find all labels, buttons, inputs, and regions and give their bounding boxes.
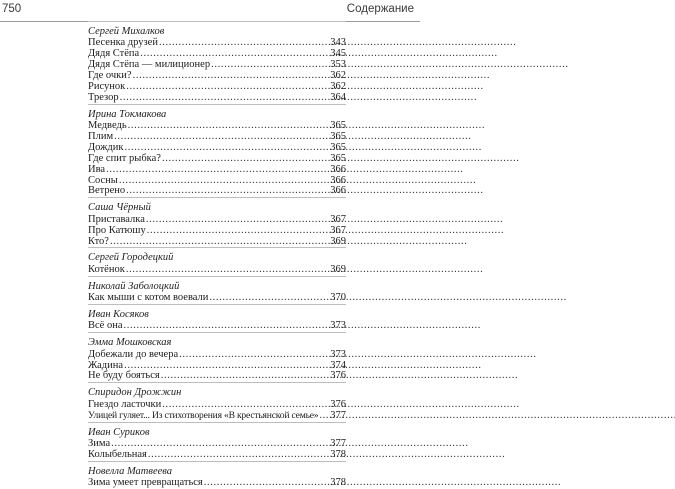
dot-leader	[319, 411, 329, 422]
dot-leader	[123, 321, 329, 332]
toc-entry	[88, 93, 346, 104]
entry-page-number: 367	[330, 224, 346, 236]
dot-leader	[120, 93, 330, 104]
toc-entry	[88, 237, 346, 248]
toc-entry	[88, 411, 346, 422]
entry-page-number: 376	[330, 398, 346, 410]
toc-entry	[88, 450, 346, 461]
entry-page-number: 369	[330, 235, 346, 247]
entry-title: Котёнок	[88, 263, 125, 275]
entry-page-number: 378	[330, 477, 346, 489]
entry-page-number: 373	[330, 348, 346, 360]
entry-title: Добежали до вечера	[88, 348, 179, 360]
toc-entry	[88, 265, 346, 276]
entry-title: Песенка друзей	[88, 37, 158, 49]
entry-title: Приставалка	[88, 213, 145, 225]
table-of-contents	[88, 21, 346, 489]
dot-leader	[126, 265, 329, 276]
toc-entry	[88, 293, 346, 304]
entry-page-number: 365	[330, 131, 346, 143]
toc-entry	[88, 215, 346, 226]
entry-title: Колыбельная	[88, 448, 147, 460]
entry-title: Жадина	[88, 359, 124, 371]
entry-page-number: 378	[330, 448, 346, 460]
entry-page-number: 364	[330, 91, 346, 103]
author-section	[88, 332, 346, 382]
author-name: Новелла Матвеева	[88, 465, 172, 477]
entry-page-number: 366	[330, 174, 346, 186]
author-section	[88, 276, 346, 304]
toc-entry	[88, 478, 346, 489]
author-section	[88, 21, 346, 104]
author-name: Сергей Городецкий	[88, 252, 174, 264]
author-name: Эмма Мошковская	[88, 337, 172, 349]
toc-entry	[88, 371, 346, 382]
entry-page-number: 377	[330, 409, 346, 421]
entry-title: Как мыши с котом воевали	[88, 292, 209, 304]
dot-leader	[147, 226, 330, 237]
author-name: Ирина Токмакова	[88, 108, 167, 120]
section-title: Содержание	[346, 3, 414, 15]
dot-leader	[209, 293, 329, 304]
dot-leader	[148, 450, 329, 461]
entry-page-number: 362	[330, 80, 346, 92]
entry-title: Рисунок	[88, 80, 126, 92]
entry-title: Ива	[88, 163, 106, 175]
entry-title: Трезор	[88, 91, 119, 103]
entry-title: Всё она	[88, 320, 123, 332]
author-section	[88, 247, 346, 275]
entry-page-number: 365	[330, 141, 346, 153]
dot-leader	[126, 186, 329, 197]
author-name: Сергей Михалков	[88, 26, 165, 37]
entry-title: Медведь	[88, 120, 127, 132]
entry-title: Ветрено	[88, 185, 126, 197]
author-section	[88, 304, 346, 332]
dot-leader	[162, 400, 329, 411]
entry-title: Про Катюшу	[88, 224, 146, 236]
entry-title: Где спит рыбка?	[88, 152, 161, 164]
author-section	[88, 382, 346, 421]
dot-leader	[179, 350, 329, 361]
author-section	[88, 197, 346, 247]
entry-page-number: 377	[330, 437, 346, 449]
dot-leader	[204, 478, 329, 489]
entry-page-number: 353	[330, 59, 346, 71]
running-header	[0, 0, 420, 22]
entry-page-number: 369	[330, 263, 346, 275]
author-section	[88, 104, 346, 198]
entry-title: Улицей гуляет... Из стихотворения «В крестьянской семье»	[88, 409, 319, 421]
author-name: Иван Суриков	[88, 426, 150, 438]
dot-leader	[106, 165, 329, 176]
toc-entry	[88, 321, 346, 332]
author-name: Николай Заболоцкий	[88, 280, 180, 292]
toc-entry	[88, 226, 346, 237]
entry-title: Сосны	[88, 174, 118, 186]
entry-page-number: 365	[330, 152, 346, 164]
author-name: Спиридон Дрожжин	[88, 387, 182, 399]
author-name: Иван Косяков	[88, 308, 149, 320]
author-section	[88, 422, 346, 461]
entry-title: Где очки?	[88, 70, 132, 82]
entry-page-number: 362	[330, 70, 346, 82]
entry-page-number: 374	[330, 359, 346, 371]
entry-page-number: 373	[330, 320, 346, 332]
entry-page-number: 345	[330, 48, 346, 60]
entry-title: Не буду бояться	[88, 370, 160, 382]
entry-title: Дядя Стёпа	[88, 48, 140, 60]
entry-page-number: 367	[330, 213, 346, 225]
entry-page-number: 366	[330, 163, 346, 175]
entry-title: Зима	[88, 437, 111, 449]
entry-title: Дождик	[88, 141, 124, 153]
dot-leader	[110, 237, 329, 248]
entry-page-number: 343	[330, 37, 346, 49]
author-section	[88, 461, 346, 489]
toc-entry	[88, 165, 346, 176]
page-number: 750	[2, 3, 22, 15]
toc-entry	[88, 350, 346, 361]
dot-leader	[161, 371, 330, 382]
entry-page-number: 366	[330, 185, 346, 197]
entry-page-number: 370	[330, 292, 346, 304]
author-name: Саша Чёрный	[88, 202, 151, 214]
toc-entry	[88, 400, 346, 411]
entry-page-number: 365	[330, 120, 346, 132]
entry-title: Дядя Стёпа — милиционер	[88, 59, 211, 71]
entry-title: Гнездо ласточки	[88, 398, 162, 410]
toc-entry	[88, 186, 346, 197]
entry-title: Плим	[88, 131, 114, 143]
entry-title: Зима умеет превращаться	[88, 477, 203, 489]
entry-page-number: 376	[330, 370, 346, 382]
entry-title: Кто?	[88, 235, 109, 247]
